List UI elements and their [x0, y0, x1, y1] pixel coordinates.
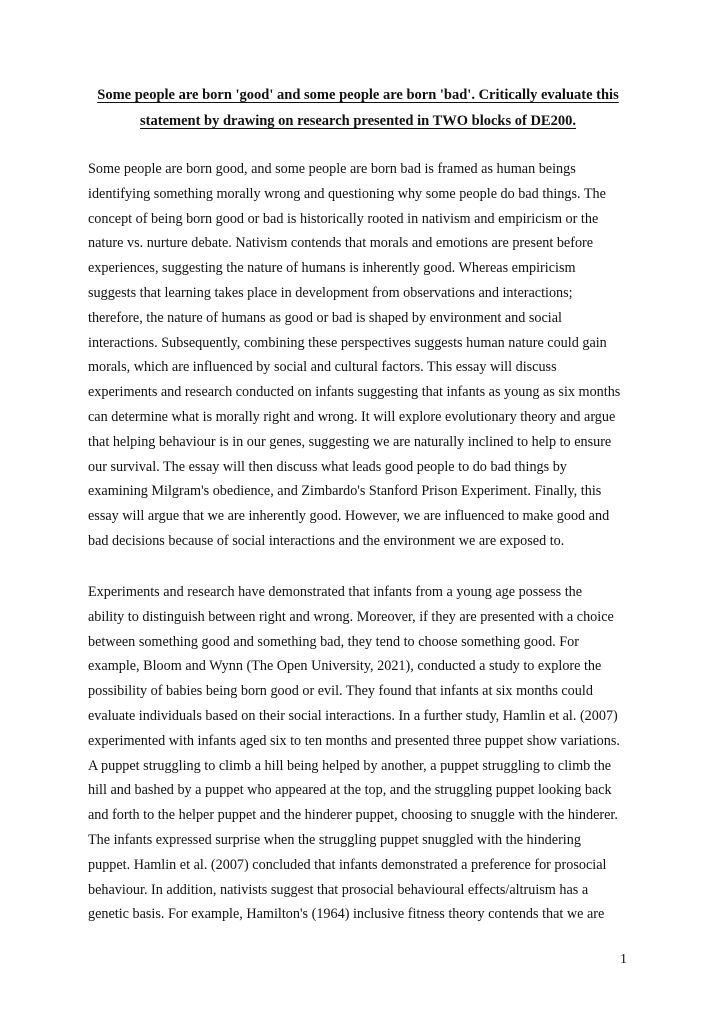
text-line: our survival. The essay will then discuss what leads good people to do bad things by [88, 458, 567, 475]
essay-title-line: statement by drawing on research presented in TWO blocks of DE200. [140, 113, 576, 129]
text-line: possibility of babies being born good or evil. They found that infants at six months could [88, 683, 593, 700]
essay-title [88, 82, 628, 134]
text-line: puppet. Hamlin et al. (2007) concluded that infants demonstrated a preference for prosocial [88, 856, 607, 873]
text-line: experimented with infants aged six to ten months and presented three puppet show variations. [88, 732, 620, 749]
text-line: between something good and something bad, they tend to choose something good. For [88, 633, 579, 650]
text-line: A puppet struggling to climb a hill being helped by another, a puppet struggling to climb the [88, 757, 612, 774]
text-line: Some people are born good, and some people are born bad is framed as human beings [88, 161, 576, 177]
text-line: experiences, suggesting the nature of humans is inherently good. Whereas empiricism [88, 260, 576, 277]
page-number: 1 [620, 952, 627, 967]
text-line: evaluate individuals based on their social interactions. In a further study, Hamlin et al. (2007) [88, 707, 618, 724]
text-line: therefore, the nature of humans as good or bad is shaped by environment and social [88, 309, 562, 326]
text-line: Experiments and research have demonstrated that infants from a young age possess the [88, 584, 583, 600]
text-line: genetic basis. For example, Hamilton's (1964) inclusive fitness theory contends that we are [88, 906, 605, 923]
text-line: and forth to the helper puppet and the hinderer puppet, choosing to snuggle with the hinderer. [88, 807, 618, 824]
text-line: The infants expressed surprise when the struggling puppet snuggled with the hindering [88, 831, 581, 848]
text-line: examining Milgram's obedience, and Zimbardo's Stanford Prison Experiment. Finally, this [88, 483, 602, 500]
text-line: can determine what is morally right and wrong. It will explore evolutionary theory and argue [88, 408, 616, 425]
text-line: identifying something morally wrong and questioning why some people do bad things. The [88, 185, 606, 202]
text-line: suggests that learning takes place in development from observations and interactions; [88, 284, 573, 301]
text-line: experiments and research conducted on infants suggesting that infants as young as six months [88, 384, 621, 401]
body-paragraph [88, 580, 630, 927]
text-line: example, Bloom and Wynn (The Open University, 2021), conducted a study to explore the [88, 658, 602, 675]
text-line: interactions. Subsequently, combining these perspectives suggests human nature could gain [88, 334, 607, 351]
text-line: morals, which are influenced by social and cultural factors. This essay will discuss [88, 359, 557, 376]
text-line: nature vs. nurture debate. Nativism contends that morals and emotions are present before [88, 235, 594, 252]
text-line: that helping behaviour is in our genes, suggesting we are naturally inclined to help to ensure [88, 433, 612, 450]
text-line: concept of being born good or bad is historically rooted in nativism and empiricism or the [88, 210, 599, 227]
text-line: behaviour. In addition, nativists suggest that prosocial behavioural effects/altruism has a [88, 881, 589, 898]
text-line: hill and bashed by a puppet who appeared at the top, and the struggling puppet looking back [88, 782, 612, 799]
text-line: bad decisions because of social interactions and the environment we are exposed to. [88, 532, 565, 549]
introduction-paragraph [88, 157, 630, 554]
essay-title-line: Some people are born 'good' and some people are born 'bad'. Critically evaluate this [97, 87, 619, 103]
text-line: essay will argue that we are inherently good. However, we are influenced to make good and [88, 508, 610, 525]
text-line: ability to distinguish between right and wrong. Moreover, if they are presented with a choice [88, 608, 614, 625]
